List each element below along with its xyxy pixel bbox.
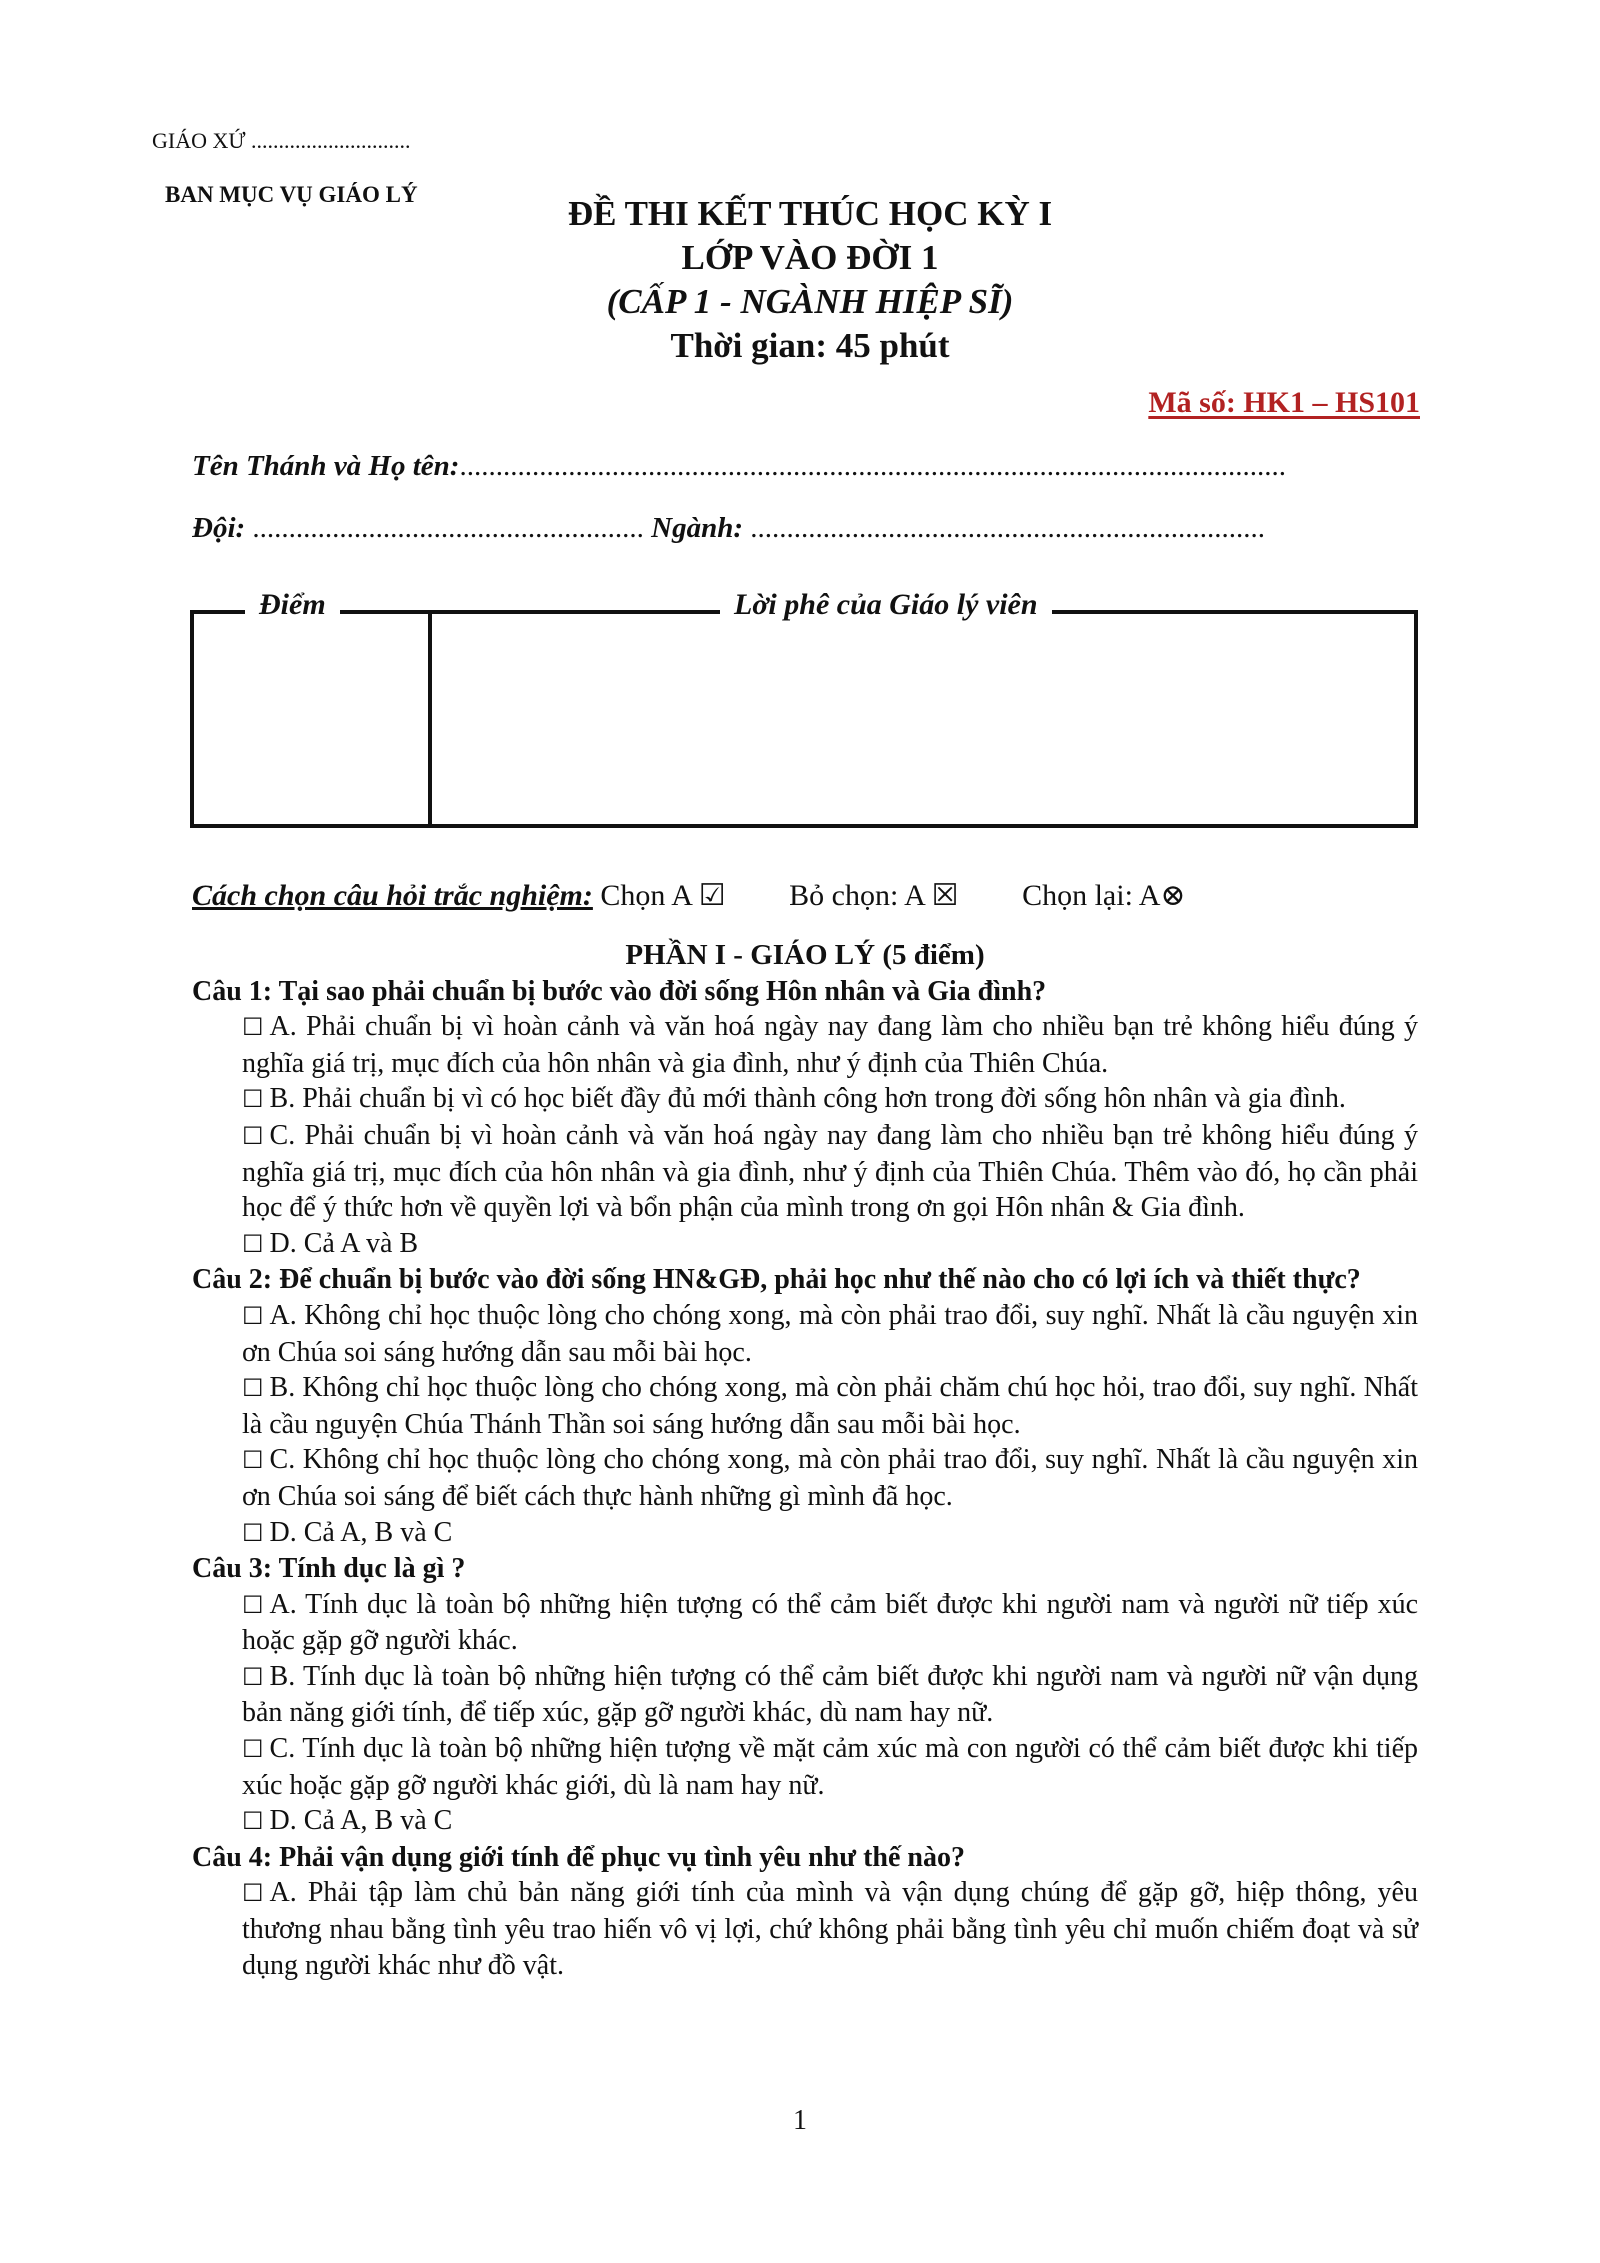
team-label: Đội: <box>192 512 246 544</box>
question-2: Câu 2: Để chuẩn bị bước vào đời sống HN&GĐ, phải học như thế nào cho có lợi ích và thiết thực? <box>192 1264 1361 1296</box>
comment-label: Lời phê của Giáo lý viên <box>720 588 1052 622</box>
answer-option[interactable] <box>192 1118 1418 1226</box>
answer-option-text: A. Phải chuẩn bị vì hoàn cảnh và văn hoá ngày nay đang làm cho nhiều bạn trẻ không hiểu đúng ý nghĩa giá trị, mục đích của hôn nhân và gia đình, như ý định của Thiên Chúa. <box>242 1011 1418 1079</box>
guide-choose: Chọn A ☑ <box>600 879 726 912</box>
answer-option[interactable] <box>192 1081 1418 1118</box>
name-blank[interactable]: .................................................................................................................. <box>459 450 1286 482</box>
answer-option[interactable] <box>192 1731 1418 1803</box>
score-label: Điểm <box>245 588 340 622</box>
name-field-row <box>192 450 1412 483</box>
answer-option-text: C. Tính dục là toàn bộ những hiện tượng về mặt cảm xúc mà con người có thể cảm biết được khi tiếp xúc hoặc gặp gỡ người khác giới, dù là nam hay nữ. <box>242 1733 1418 1801</box>
department-label: BAN MỤC VỤ GIÁO LÝ <box>165 182 418 207</box>
name-label: Tên Thánh và Họ tên: <box>192 450 460 482</box>
answer-option-text: A. Phải tập làm chủ bản năng giới tính của mình và vận dụng chúng để gặp gỡ, hiệp thông, yêu thương nhau bằng tình yêu trao hiến vô vị lợi, chứ không phải bằng tình yêu chỉ muốn chiếm đoạt và sử dụng người khác như đồ vật. <box>242 1877 1418 1981</box>
answer-option[interactable] <box>192 1226 1418 1263</box>
grade-box <box>190 610 1418 828</box>
guide-unchoose: Bỏ chọn: A ☒ <box>789 879 959 912</box>
answer-option[interactable] <box>192 1587 1418 1659</box>
checkbox-icon[interactable]: ☐ <box>242 1085 264 1114</box>
title-line-3: (CẤP 1 - NGÀNH HIỆP SĨ) <box>606 282 1014 321</box>
part-title: PHẦN I - GIÁO LÝ (5 điểm) <box>625 939 985 971</box>
answer-option-text: D. Cả A, B và C <box>269 1805 453 1837</box>
answer-option-text: A. Không chỉ học thuộc lòng cho chóng xong, mà còn phải trao đổi, suy nghĩ. Nhất là cầu nguyện xin ơn Chúa soi sáng hướng dẫn sau mỗi bài học. <box>242 1299 1418 1368</box>
answer-option[interactable] <box>192 1515 1418 1552</box>
checkbox-icon[interactable]: ☐ <box>242 1807 264 1836</box>
branch-blank[interactable]: ....................................................................... <box>743 512 1266 544</box>
answer-option[interactable] <box>192 1803 1418 1840</box>
answer-option-text: B. Tính dục là toàn bộ những hiện tượng có thể cảm biết được khi người nam và người nữ vận dụng bản năng giới tính, để tiếp xúc, gặp gỡ người khác, dù nam hay nữ. <box>242 1660 1418 1729</box>
checkbox-icon[interactable]: ☐ <box>242 1229 264 1258</box>
team-field-row <box>192 512 1412 545</box>
question-list <box>192 974 1418 1984</box>
checkbox-icon[interactable]: ☐ <box>242 1879 264 1908</box>
checkbox-icon[interactable]: ☐ <box>242 1590 264 1619</box>
answer-option-text: A. Tính dục là toàn bộ những hiện tượng có thể cảm biết được khi người nam và người nữ tiếp xúc hoặc gặp gỡ người khác. <box>242 1588 1418 1657</box>
guide-rechoose: Chọn lại: A⊗ <box>1022 879 1186 912</box>
checkbox-icon[interactable]: ☐ <box>242 1518 264 1547</box>
answer-option[interactable] <box>192 1659 1418 1731</box>
team-blank[interactable]: ...................................................... <box>245 512 652 544</box>
grade-divider <box>428 610 432 828</box>
question-1: Câu 1: Tại sao phải chuẩn bị bước vào đời sống Hôn nhân và Gia đình? <box>192 975 1047 1007</box>
answer-option[interactable] <box>192 1370 1418 1442</box>
guide-label: Cách chọn câu hỏi trắc nghiệm: <box>192 879 593 912</box>
answer-option[interactable] <box>192 1298 1418 1370</box>
checkbox-icon[interactable]: ☐ <box>242 1735 264 1764</box>
page-number: 1 <box>793 2105 807 2136</box>
checkbox-icon[interactable]: ☐ <box>242 1374 264 1403</box>
answer-option-text: D. Cả A và B <box>269 1227 419 1259</box>
answer-option-text: C. Phải chuẩn bị vì hoàn cảnh và văn hoá ngày nay đang làm cho nhiều bạn trẻ không hiểu đúng ý nghĩa giá trị, mục đích của hôn nhân và gia đình, như ý định của Thiên Chúa. Thêm vào đó, họ cần phải học để ý thức hơn về quyền lợi và bổn phận của mình trong ơn gọi Hôn nhân & Gia đình. <box>242 1119 1418 1224</box>
answer-option-text: B. Không chỉ học thuộc lòng cho chóng xong, mà còn phải chăm chú học hỏi, trao đổi, suy nghĩ. Nhất là cầu nguyện Chúa Thánh Thần soi sáng hướng dẫn sau mỗi bài học. <box>242 1372 1418 1440</box>
answer-option[interactable] <box>192 1009 1418 1081</box>
answer-guide <box>192 878 1186 913</box>
exam-content <box>192 938 1418 1983</box>
answer-option[interactable] <box>192 1875 1418 1983</box>
title-line-4: Thời gian: 45 phút <box>670 326 950 365</box>
question-3: Câu 3: Tính dục là gì ? <box>192 1553 466 1585</box>
checkbox-icon[interactable]: ☐ <box>242 1446 264 1475</box>
checkbox-icon[interactable]: ☐ <box>242 1121 264 1150</box>
answer-option-text: D. Cả A, B và C <box>269 1516 453 1548</box>
exam-code: Mã số: HK1 – HS101 <box>1148 386 1420 419</box>
parish-label: GIÁO XỨ ............................. <box>152 128 411 153</box>
checkbox-icon[interactable]: ☐ <box>242 1301 264 1330</box>
title-line-2: LỚP VÀO ĐỜI 1 <box>681 238 939 277</box>
answer-option[interactable] <box>192 1442 1418 1514</box>
answer-option-text: B. Phải chuẩn bị vì có học biết đầy đủ mới thành công hơn trong đời sống hôn nhân và gia đình. <box>269 1083 1346 1115</box>
checkbox-icon[interactable]: ☐ <box>242 1013 264 1042</box>
exam-title <box>400 192 1220 368</box>
branch-label: Ngành: <box>651 512 744 544</box>
title-line-1: ĐỀ THI KẾT THÚC HỌC KỲ I <box>567 194 1053 233</box>
question-4: Câu 4: Phải vận dụng giới tính để phục vụ tình yêu như thế nào? <box>192 1841 965 1873</box>
answer-option-text: C. Không chỉ học thuộc lòng cho chóng xong, mà còn phải trao đổi, suy nghĩ. Nhất là cầu nguyện xin ơn Chúa soi sáng để biết cách thực hành những gì mình đã học. <box>242 1444 1418 1512</box>
checkbox-icon[interactable]: ☐ <box>242 1662 264 1691</box>
